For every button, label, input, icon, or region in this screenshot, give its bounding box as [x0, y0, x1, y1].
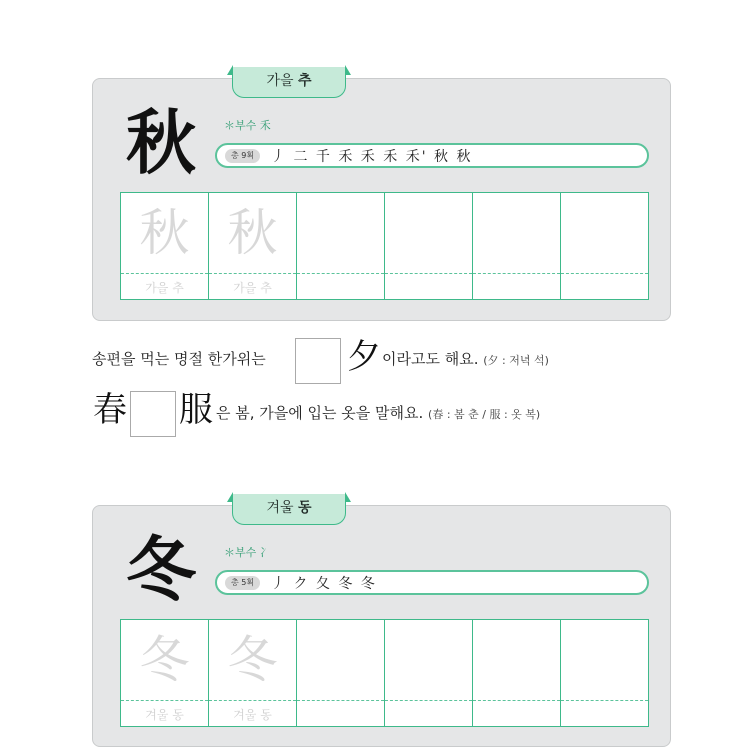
- stroke-count-badge: 총 9획: [225, 149, 260, 163]
- writing-cell[interactable]: [297, 620, 385, 726]
- trace-hanja: 冬: [139, 631, 190, 689]
- hanja-note: (春 : 봄 춘 / 服 : 옷 복): [428, 408, 541, 421]
- writing-grid: [120, 192, 649, 300]
- guide-line: [561, 273, 648, 274]
- guide-line: [121, 273, 208, 274]
- radical-info: [224, 544, 271, 560]
- answer-blank[interactable]: [130, 391, 176, 437]
- trace-label: 가을 추: [233, 281, 272, 295]
- writing-grid: [120, 619, 649, 727]
- guide-line: [121, 700, 208, 701]
- radical-char: 禾: [259, 119, 271, 132]
- stroke-order-sequence: 丿 二 千 禾 禾 禾 禾' 秋 秋: [271, 149, 473, 165]
- main-hanja: 冬: [126, 528, 196, 611]
- guide-line: [561, 700, 648, 701]
- tab-ear-right: [345, 65, 351, 75]
- tab-meaning: 가을: [266, 73, 294, 89]
- inline-hanja: 夕: [347, 337, 381, 377]
- guide-line: [473, 700, 560, 701]
- stroke-order-sequence: 丿 ク 夂 冬 冬: [271, 576, 377, 592]
- stroke-order-bar: [215, 570, 649, 595]
- guide-line: [473, 273, 560, 274]
- guide-line: [385, 700, 472, 701]
- trace-hanja: 冬: [227, 631, 278, 689]
- tab-meaning: 겨울: [266, 500, 294, 516]
- hanja-note: (夕 : 저녁 석): [483, 354, 549, 367]
- writing-cell[interactable]: [209, 620, 297, 726]
- guide-line: [385, 273, 472, 274]
- stroke-order-bar: [215, 143, 649, 168]
- trace-label: 가을 추: [145, 281, 184, 295]
- trace-label: 겨울 동: [145, 708, 184, 722]
- guide-line: [209, 273, 296, 274]
- card-title-tab: [232, 67, 346, 98]
- inline-hanja-before: 春: [93, 390, 127, 430]
- tab-ear-left: [227, 65, 233, 75]
- guide-line: [297, 273, 384, 274]
- writing-cell[interactable]: [297, 193, 385, 299]
- writing-cell[interactable]: [385, 193, 473, 299]
- sentence-tail-text: 은 봄, 가을에 입는 옷을 말해요.: [216, 404, 424, 422]
- trace-hanja: 秋: [227, 204, 278, 262]
- sentence-tail: [382, 348, 549, 369]
- writing-cell[interactable]: [561, 193, 648, 299]
- writing-cell[interactable]: [473, 620, 561, 726]
- sentence-lead: 송편을 먹는 명절 한가위는: [92, 350, 266, 368]
- writing-cell[interactable]: [209, 193, 297, 299]
- guide-line: [297, 700, 384, 701]
- tab-ear-left: [227, 492, 233, 502]
- guide-line: [209, 700, 296, 701]
- trace-hanja: 秋: [139, 204, 190, 262]
- quiz-sentence-2: [216, 402, 540, 423]
- tab-sound: 동: [297, 500, 312, 516]
- inline-hanja-after: 服: [179, 390, 213, 430]
- radical-label: ＊부수: [224, 119, 257, 132]
- trace-label: 겨울 동: [233, 708, 272, 722]
- quiz-sentence-1: [92, 348, 266, 369]
- tab-ear-right: [345, 492, 351, 502]
- writing-cell[interactable]: [121, 620, 209, 726]
- writing-cell[interactable]: [561, 620, 648, 726]
- writing-cell[interactable]: [385, 620, 473, 726]
- radical-label: ＊부수: [224, 546, 257, 559]
- radical-char: 冫: [259, 546, 271, 559]
- radical-info: [224, 117, 271, 133]
- tab-sound: 추: [297, 73, 312, 89]
- sentence-tail-text: 이라고도 해요.: [382, 350, 479, 368]
- stroke-count-badge: 총 5획: [225, 576, 260, 590]
- card-title-tab: [232, 494, 346, 525]
- answer-blank[interactable]: [295, 338, 341, 384]
- writing-cell[interactable]: [473, 193, 561, 299]
- writing-cell[interactable]: [121, 193, 209, 299]
- main-hanja: 秋: [126, 101, 196, 184]
